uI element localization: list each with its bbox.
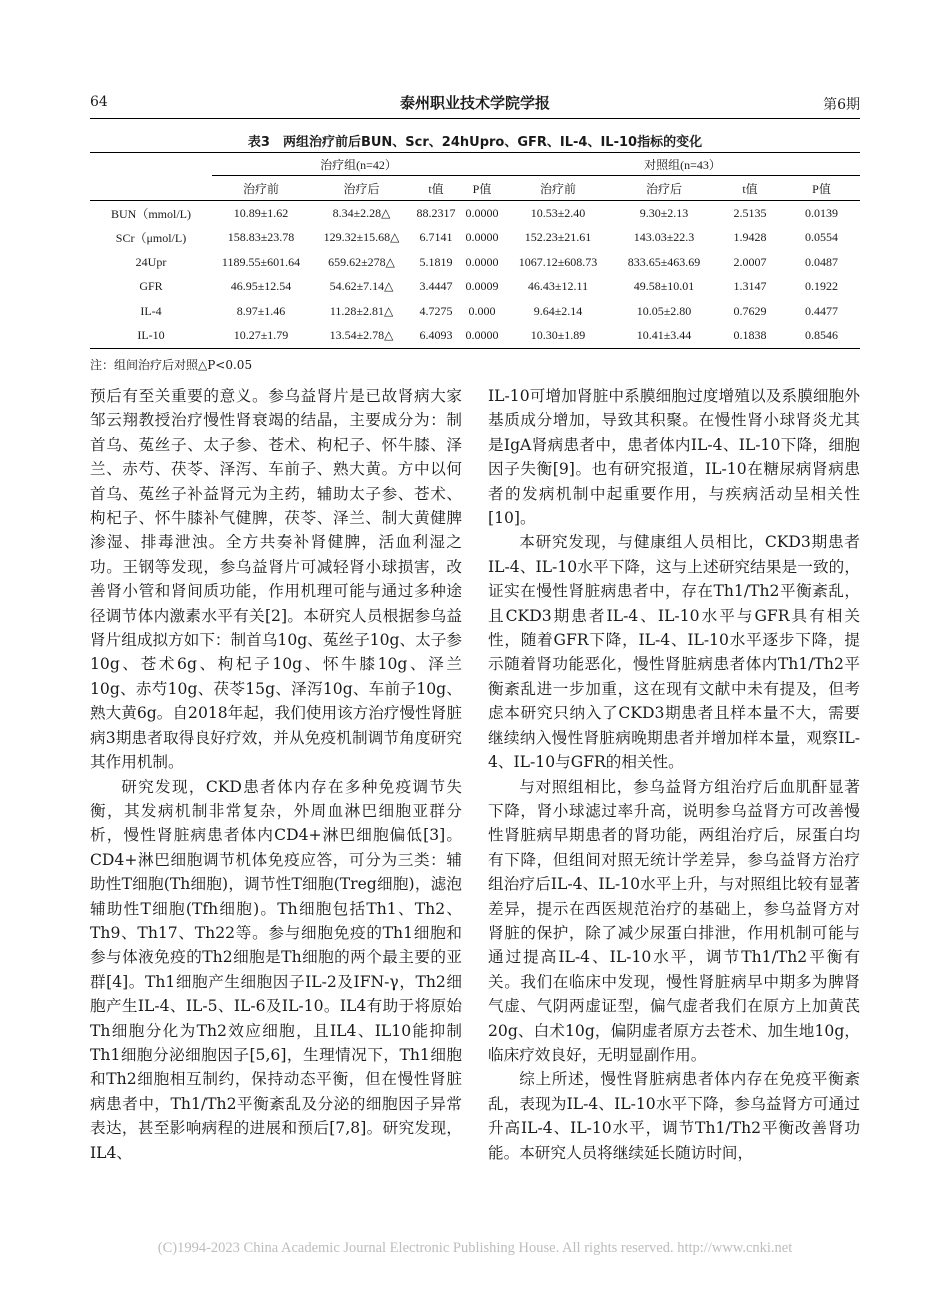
group-header-control: 对照组(n=43）: [505, 153, 860, 176]
table-cell: 54.62±7.14△: [329, 279, 394, 294]
table-cell: 10.05±2.80: [636, 303, 692, 318]
table-cell: 5.1819: [419, 254, 453, 269]
table-row: [90, 299, 860, 324]
table-corner: [90, 153, 212, 176]
table-row: [90, 275, 860, 300]
row-label: IL-10: [90, 324, 212, 349]
table-cell: 10.41±3.44: [611, 324, 717, 349]
table-caption: 表3 两组治疗前后BUN、Scr、24hUpro、GFR、IL-4、IL-10指标的变化: [247, 135, 703, 150]
data-table: [90, 152, 860, 349]
table-cell: 833.65±463.69: [627, 254, 701, 269]
column-header: t值: [742, 181, 758, 196]
table-cell: 0.7629: [733, 303, 767, 318]
table-cell: 0.0000: [465, 230, 499, 245]
row-label: BUN（mmol/L): [90, 201, 212, 226]
table-cell: 46.43±12.11: [527, 279, 589, 294]
table-cell: 0.0000: [459, 201, 505, 226]
table-cell: 0.0000: [459, 324, 505, 349]
table-cell: 10.53±2.40: [505, 201, 611, 226]
table-cell: 143.03±22.3: [633, 230, 695, 245]
table-cell: 0.0139: [783, 201, 860, 226]
table-cell: 1067.12±608.73: [518, 254, 598, 269]
table-cell: 0.1922: [805, 279, 838, 294]
paragraph: IL-10可增加肾脏中系膜细胞过度增殖以及系膜细胞外基质成分增加，导致其积聚。在慢性肾小球肾炎尤其是IgA肾病患者中，患者体内IL-4、IL-10下降，细胞因子失衡[9]。也有研究报道，IL-10在糖尿病肾病患者的发病机制中起重要作用，与疾病活动呈相关性[10]。: [488, 387, 860, 528]
table-cell: 158.83±23.78: [227, 230, 295, 245]
column-header: 治疗后: [343, 181, 380, 196]
column-header: P值: [472, 181, 492, 196]
table-row: [90, 201, 860, 226]
table-cell: 8.34±2.28△: [310, 201, 413, 226]
table-cell: 1.3147: [733, 279, 767, 294]
table-cell: 0.0554: [805, 230, 838, 245]
table-cell: 10.27±1.79: [212, 324, 310, 349]
column-header: 治疗前: [242, 181, 279, 196]
table-cell: 46.95±12.54: [230, 279, 292, 294]
left-column: [90, 384, 462, 1165]
table-cell: 9.64±2.14: [533, 303, 583, 318]
table-cell: 3.4447: [419, 279, 453, 294]
group-header-treatment: 治疗组(n=42）: [212, 153, 505, 176]
table-cell: 0.1838: [717, 324, 783, 349]
row-label: SCr（μmol/L): [115, 231, 187, 246]
column-header: 治疗前: [539, 181, 576, 196]
copyright-footer: (C)1994-2023 China Academic Journal Electronic Publishing House. All rights reserved. http://www.cnki.net: [157, 1240, 793, 1256]
table-cell: 0.0487: [805, 254, 838, 269]
table-row: [90, 250, 860, 275]
page-number: 64: [90, 94, 108, 110]
table-cell: 13.54±2.78△: [310, 324, 413, 349]
table-cell: 8.97±1.46: [236, 303, 286, 318]
table-cell: 0.4477: [805, 303, 838, 318]
row-label: GFR: [139, 279, 163, 294]
paragraph: 与对照组相比，参乌益肾方组治疗后血肌酐显著下降，肾小球滤过率升高，说明参乌益肾方可改善慢性肾脏病早期患者的肾功能，两组治疗后，尿蛋白均有下降，但组间对照无统计学差异，参乌益肾方治疗组治疗后IL-4、IL-10水平上升，与对照组比较有显著差异，提示在西医规范治疗的基础上，参乌益肾方对肾脏的保护，除了减少尿蛋白排泄，作用机制可能与通过提高IL-4、IL-10水平，调节Th1/Th2平衡有关。我们在临床中发现，慢性肾脏病早中期多为脾肾气虚、气阴两虚证型，偏气虚者我们在原方上加黄芪20g、白术10g，偏阴虚者原方去苍术、加生地10g，临床疗效良好，无明显副作用。: [488, 777, 860, 1064]
table-cell: 0.000: [468, 303, 496, 318]
table-cell: 88.2317: [413, 201, 459, 226]
table-cell: 2.0007: [733, 254, 767, 269]
paragraph: 预后有至关重要的意义。参乌益肾片是已故肾病大家邹云翔教授治疗慢性肾衰竭的结晶，主要成分为：制首乌、菟丝子、太子参、苍术、枸杞子、怀牛膝、泽兰、赤芍、茯苓、泽泻、车前子、熟大黄。方中以何首乌、菟丝子补益肾元为主药，辅助太子参、苍术、枸杞子、怀牛膝补气健脾，茯苓、泽兰、制大黄健脾渗湿、排毒泄浊。全方共奏补肾健脾，活血利湿之功。王钢等发现，参乌益肾片可减轻肾小球损害，改善肾小管和肾间质功能，作用机理可能与通过多种途径调节体内激素水平有关[2]。本研究人员根据参乌益肾片组成拟方如下：制首乌10g、菟丝子10g、太子参10g、苍术6g、枸杞子10g、怀牛膝10g、泽兰10g、赤芍10g、茯苓15g、泽泻10g、车前子10g、熟大黄6g。自2018年起，我们使用该方治疗慢性肾脏病3期患者取得良好疗效，并从免疫机制调节角度研究其作用机制。: [90, 387, 462, 772]
table-cell: 1.9428: [733, 230, 767, 245]
column-header: t值: [428, 181, 444, 196]
paragraph: 本研究发现，与健康组人员相比，CKD3期患者IL-4、IL-10水平下降，这与上述研究结果是一致的，证实在慢性肾脏病患者中，存在Th1/Th2平衡紊乱，且CKD3期患者IL-4、IL-10水平与GFR具有相关性，随着GFR下降，IL-4、IL-10水平逐步下降，提示随着肾功能恶化，慢性肾脏病患者体内Th1/Th2平衡紊乱进一步加重，这在现有文献中未有提及，但考虑本研究只纳入了CKD3期患者且样本量不大，需要继续纳入慢性肾脏病晚期患者并增加样本量，观察IL-4、IL-10与GFR的相关性。: [488, 533, 860, 772]
table-cell: 659.62±278△: [328, 254, 395, 269]
paragraph: 研究发现，CKD患者体内存在多种免疫调节失衡，其发病机制非常复杂，外周血淋巴细胞亚群分析，慢性肾脏病患者体内CD4+淋巴细胞偏低[3]。CD4+淋巴细胞调节机体免疫应答，可分为三类：辅助性T细胞(Th细胞)，调节性T细胞(Treg细胞)，滤泡辅助性T细胞(Tfh细胞)。Th细胞包括Th1、Th2、Th9、Th17、Th22等。参与细胞免疫的Th1细胞和参与体液免疫的Th2细胞是Th细胞的两个最主要的亚群[4]。Th1细胞产生细胞因子IL-2及IFN-γ，Th2细胞产生IL-4、IL-5、IL-6及IL-10。IL4有助于将原始Th细胞分化为Th2效应细胞，且IL4、IL10能抑制Th1细胞分泌细胞因子[5,6]，生理情况下，Th1细胞和Th2细胞相互制约，保持动态平衡，但在慢性肾脏病患者中，Th1/Th2平衡紊乱及分泌的细胞因子异常表达，甚至影响病程的进展和预后[7,8]。研究发现，IL4、: [90, 777, 462, 1162]
table-cell: 6.4093: [413, 324, 459, 349]
table-cell: 0.8546: [783, 324, 860, 349]
table-cell: 2.5135: [717, 201, 783, 226]
row-label: 24Upr: [135, 254, 167, 269]
table-cell: 1189.55±601.64: [221, 254, 301, 269]
journal-title: 泰州职业技术学院学报: [399, 94, 550, 112]
page-header: [90, 92, 860, 119]
table-cell: 129.32±15.68△: [323, 230, 400, 245]
column-header: 治疗后: [645, 181, 682, 196]
table-cell: 152.23±21.61: [524, 230, 592, 245]
paragraph: 综上所述，慢性肾脏病患者体内存在免疫平衡紊乱，表现为IL-4、IL-10水平下降，参乌益肾方可通过升高IL-4、IL-10水平，调节Th1/Th2平衡改善肾功能。本研究人员将继续延长随访时间，: [488, 1070, 860, 1162]
table-cell: 0.0009: [465, 279, 499, 294]
row-label: IL-4: [140, 303, 162, 318]
table-cell: 6.7141: [419, 230, 453, 245]
table-row: [90, 324, 860, 349]
table-cell: 10.89±1.62: [212, 201, 310, 226]
right-column: [488, 384, 860, 1165]
table-cell: 0.0000: [465, 254, 499, 269]
column-header: P值: [812, 181, 831, 196]
table-row: [90, 226, 860, 251]
table-cell: 9.30±2.13: [611, 201, 717, 226]
table-cell: 10.30±1.89: [505, 324, 611, 349]
table-corner-sub: [90, 176, 212, 201]
table-cell: 11.28±2.81△: [329, 303, 394, 318]
table-cell: 4.7275: [419, 303, 453, 318]
issue-number: 第6期: [823, 97, 860, 113]
table-cell: 49.58±10.01: [633, 279, 695, 294]
table-note: 注：组间治疗后对照△P<0.05: [90, 358, 253, 372]
